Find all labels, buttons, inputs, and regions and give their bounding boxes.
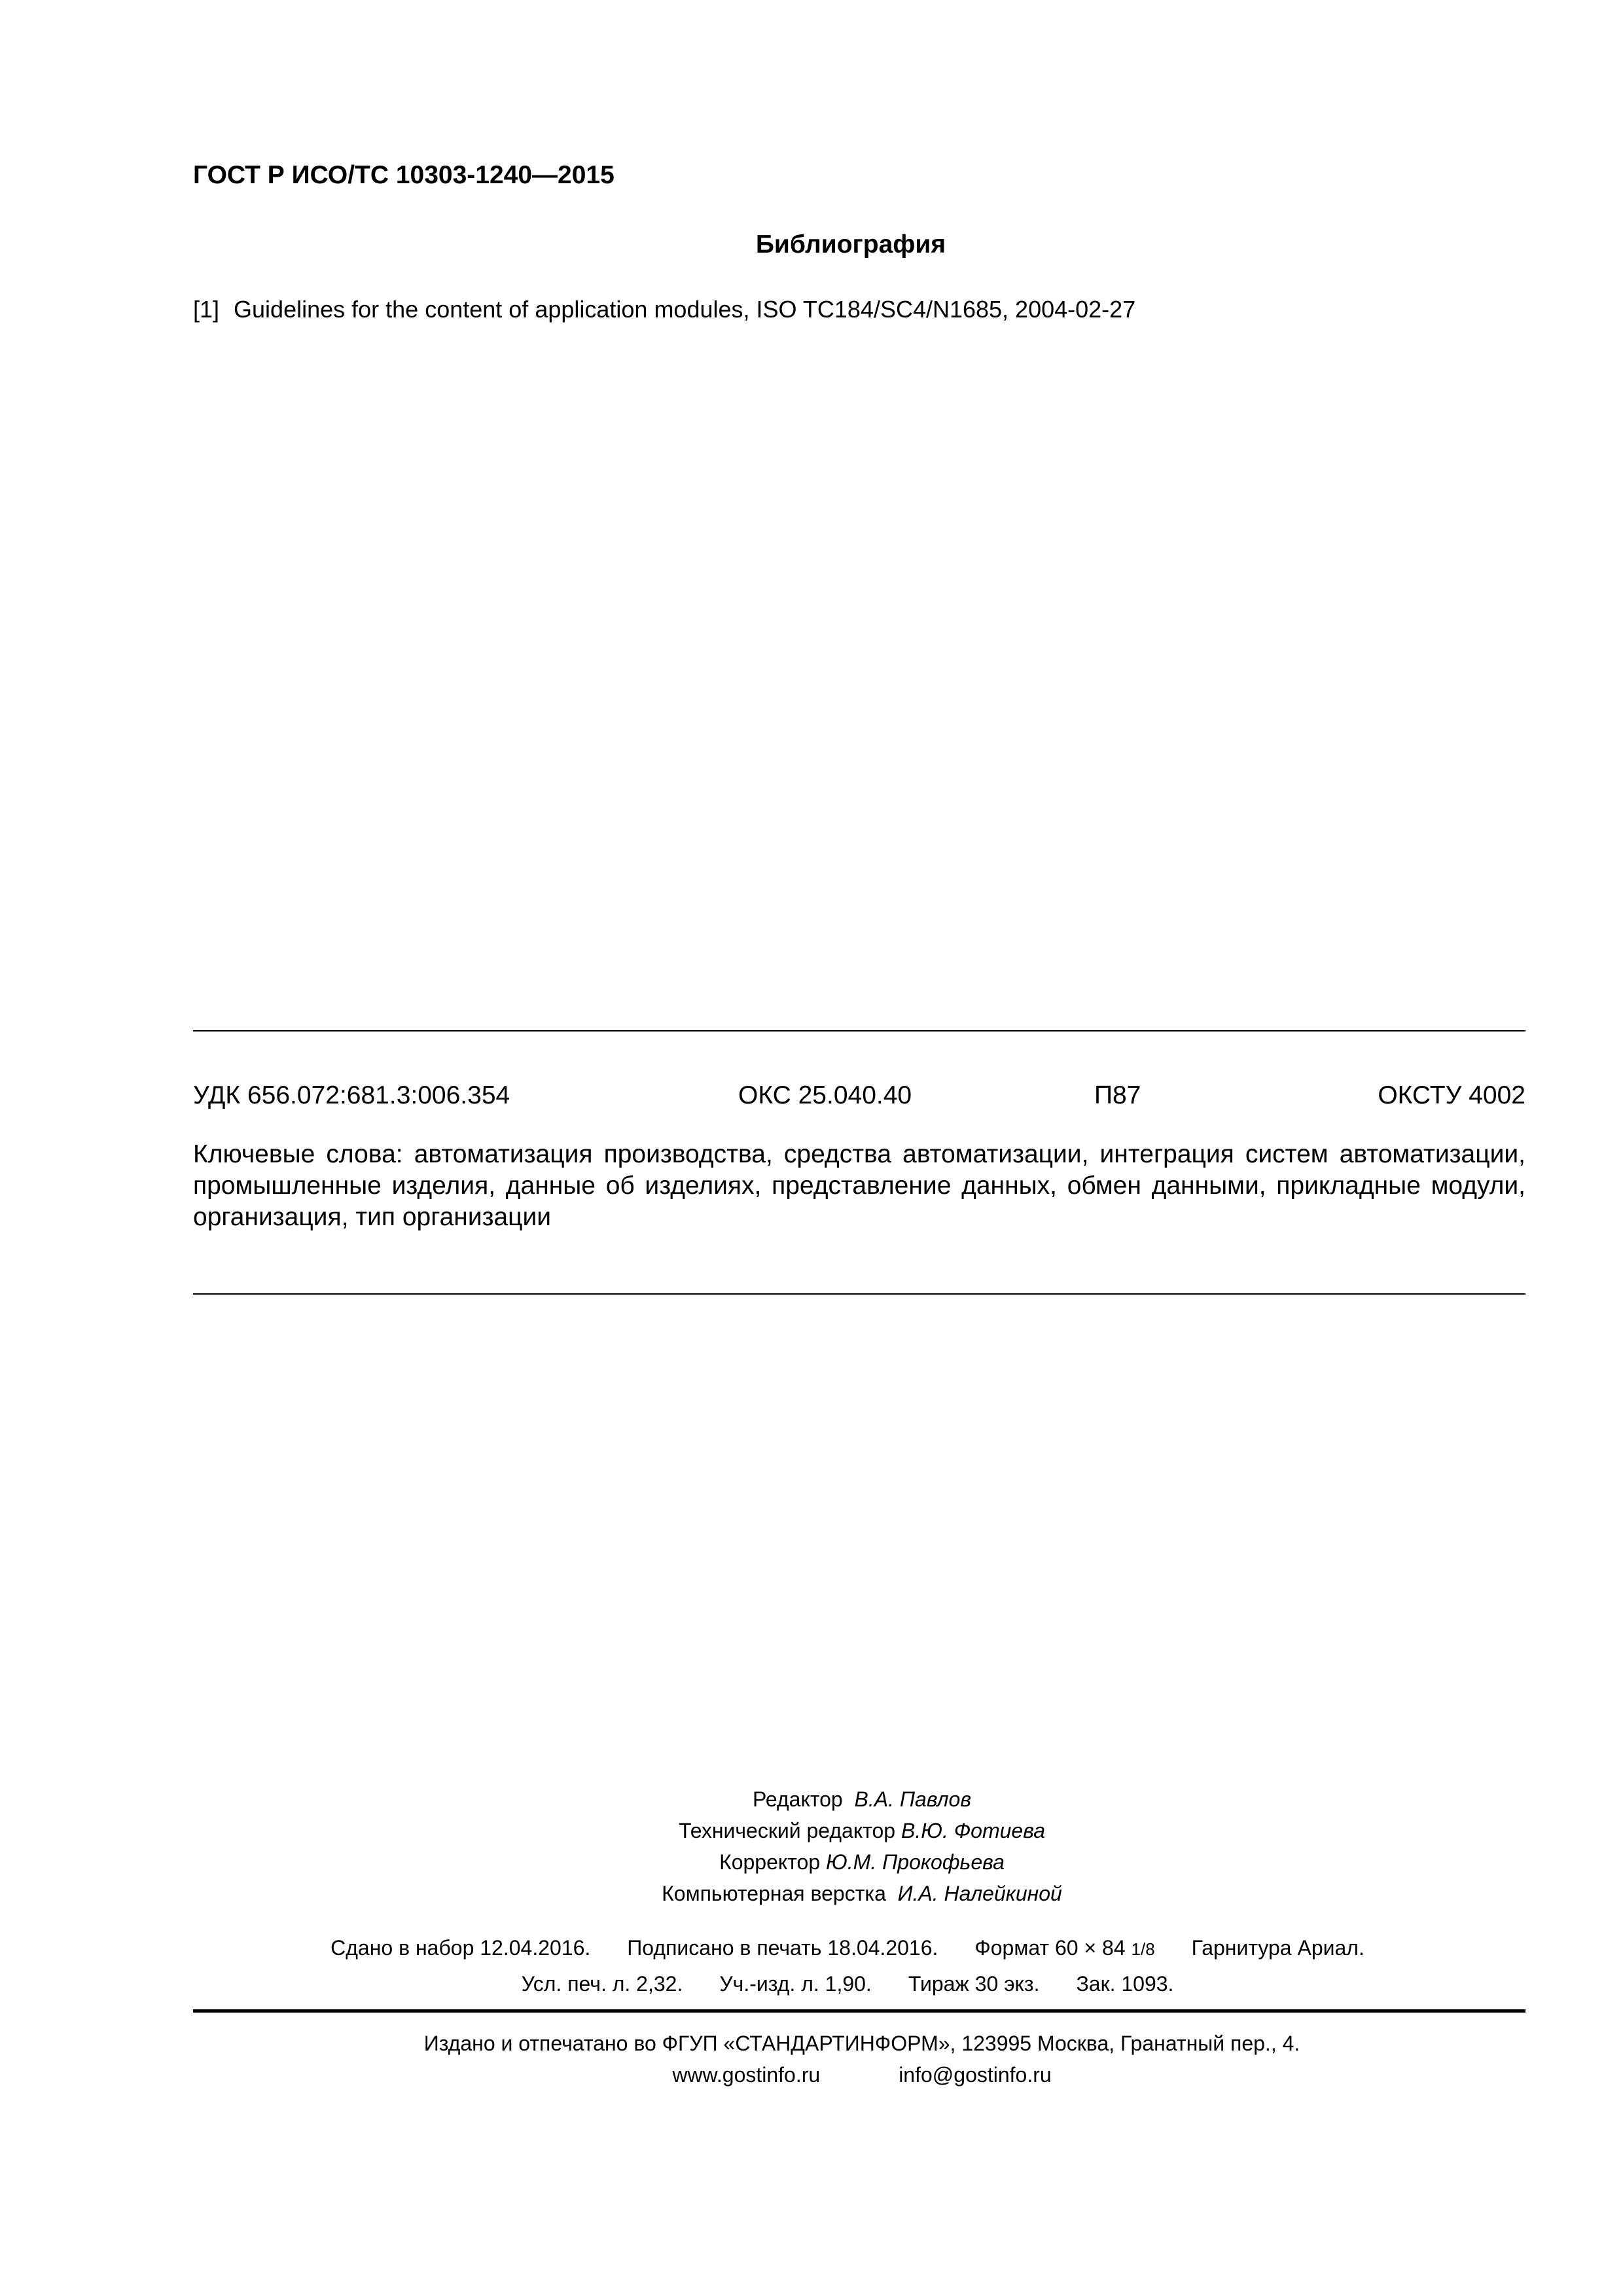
- paper-format: [974, 1936, 1154, 1960]
- credit-technical-editor: [0, 1815, 1623, 1846]
- group-code: П87: [1094, 1081, 1141, 1109]
- paper-format-text: Формат 60 × 84: [974, 1936, 1126, 1960]
- paper-format-fraction: 1/8: [1131, 1939, 1155, 1959]
- credit-name: В.Ю. Фотиева: [901, 1819, 1045, 1842]
- credit-name: В.А. Павлов: [854, 1787, 972, 1811]
- okstu-code: ОКСТУ 4002: [1378, 1081, 1525, 1109]
- circulation: Тираж 30 экз.: [908, 1972, 1040, 1996]
- divider-bottom: [193, 2009, 1525, 2013]
- print-info-line-2: [0, 1972, 1623, 1996]
- document-code: ГОСТ Р ИСО/ТС 10303-1240—2015: [193, 161, 615, 189]
- keywords-paragraph: Ключевые слова: автоматизация производства, средства автоматизации, интеграция систем автоматизации, промышленные изделия, данные об изделиях, представление данных, обмен данными, прикладные модули, организация, тип организации: [193, 1140, 1525, 1231]
- credit-editor: [0, 1784, 1623, 1815]
- publisher-website-link[interactable]: www.gostinfo.ru: [672, 2063, 821, 2087]
- signed-date: Подписано в печать 18.04.2016.: [627, 1936, 938, 1960]
- order-number: Зак. 1093.: [1076, 1972, 1174, 1996]
- bibliography-item-number: [1]: [193, 296, 220, 323]
- submitted-date: Сдано в набор 12.04.2016.: [330, 1936, 591, 1960]
- print-info-line-1: [0, 1936, 1623, 1960]
- udk-code: УДК 656.072:681.3:006.354: [193, 1081, 510, 1109]
- publisher-line: Издано и отпечатано во ФГУП «СТАНДАРТИНФОРМ», 123995 Москва, Гранатный пер., 4.: [423, 2032, 1300, 2055]
- print-sheets: Усл. печ. л. 2,32.: [521, 1972, 683, 1996]
- credit-layout: [0, 1878, 1623, 1909]
- credit-name: И.А. Налейкиной: [897, 1882, 1062, 1905]
- divider-top: [193, 1030, 1525, 1031]
- publisher-contacts: [0, 2059, 1623, 2090]
- typeface: Гарнитура Ариал.: [1191, 1936, 1364, 1960]
- credit-role: Редактор: [752, 1787, 843, 1811]
- credit-name: Ю.М. Прокофьева: [826, 1850, 1005, 1874]
- publisher-email-link[interactable]: info@gostinfo.ru: [899, 2063, 1052, 2087]
- credits-block: [0, 1784, 1623, 1909]
- oks-code: ОКС 25.040.40: [738, 1081, 912, 1109]
- publisher-block: [0, 2028, 1623, 2090]
- bibliography-item-text: Guidelines for the content of application modules, ISO TC184/SC4/N1685, 2004-02-27: [234, 296, 1136, 323]
- credit-role: Корректор: [719, 1850, 821, 1874]
- credit-proofreader: [0, 1846, 1623, 1878]
- credit-role: Технический редактор: [678, 1819, 896, 1842]
- publishing-sheets: Уч.-изд. л. 1,90.: [719, 1972, 872, 1996]
- divider-middle: [193, 1293, 1525, 1295]
- bibliography-title: Библиография: [755, 230, 946, 259]
- bibliography-item: [193, 296, 1135, 323]
- credit-role: Компьютерная верстка: [662, 1882, 886, 1905]
